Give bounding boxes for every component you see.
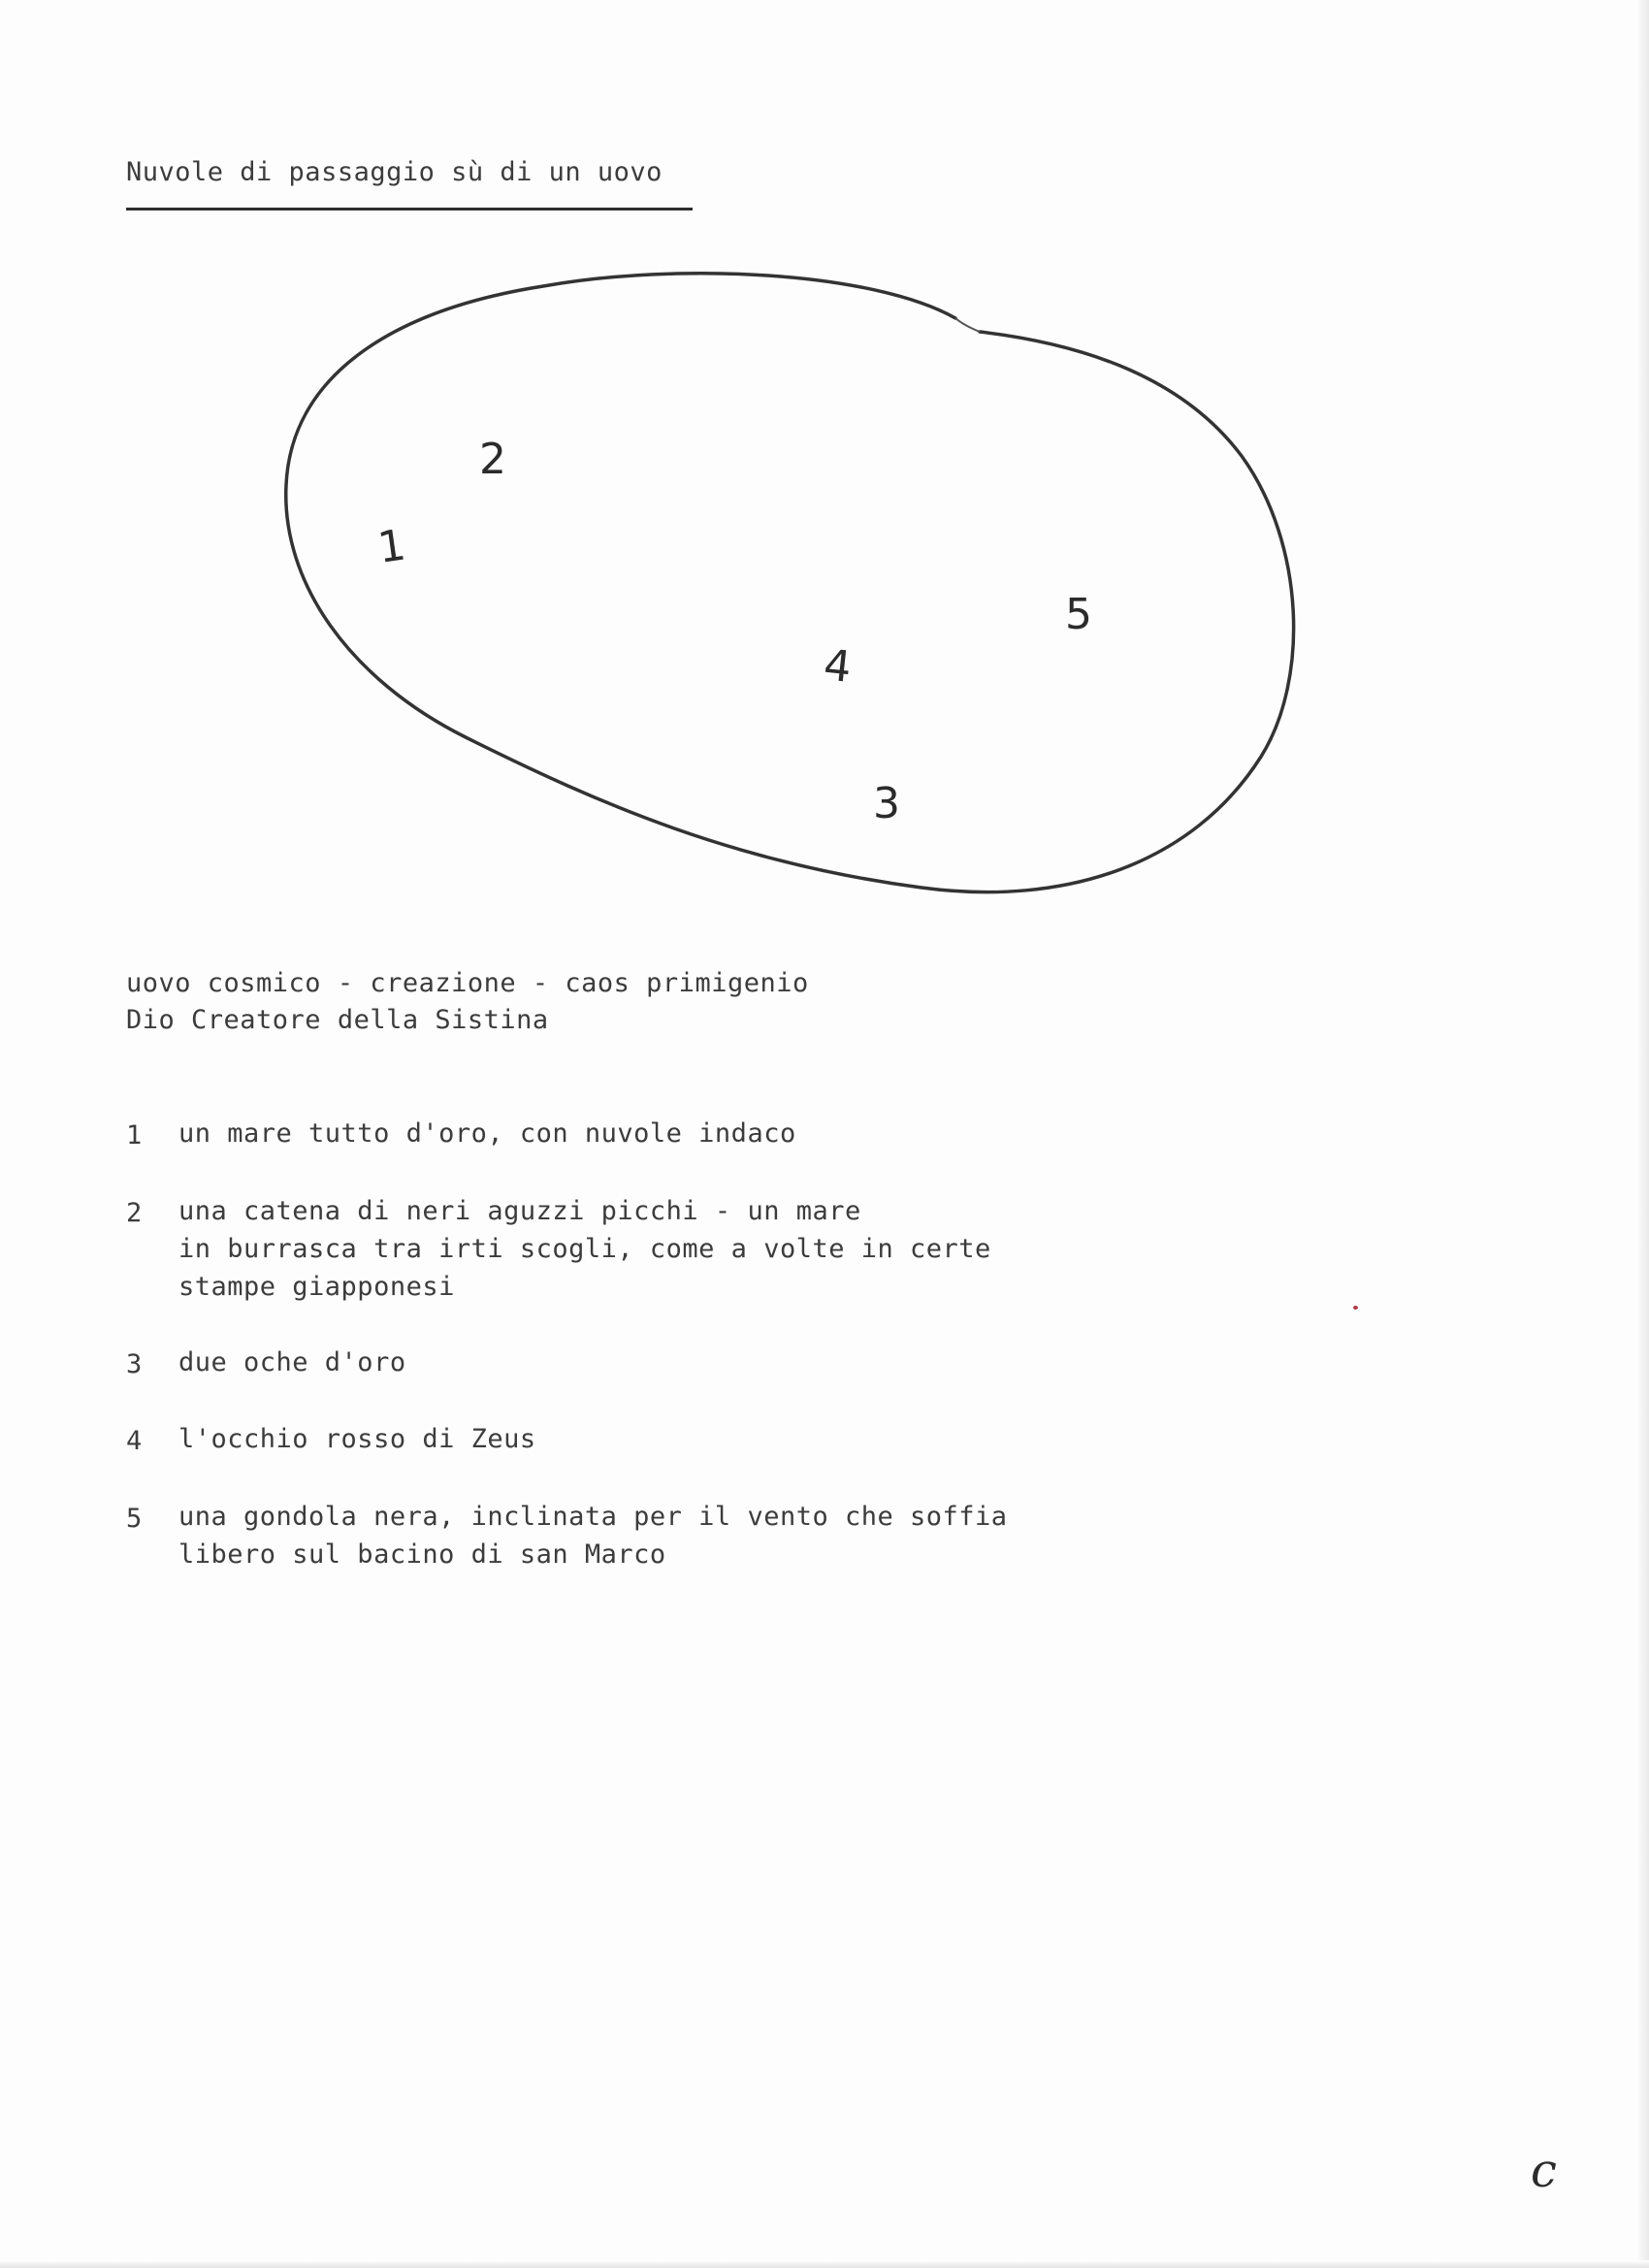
item-number: 3	[126, 1349, 143, 1379]
item-text: una catena di neri aguzzi picchi - un mare in burrasca tra irti scogli, come a volte in certe stampe giapponesi	[178, 1196, 991, 1302]
egg-outline	[286, 274, 1294, 892]
item-text: due oche d'oro	[178, 1347, 406, 1377]
item-text: un mare tutto d'oro, con nuvole indaco	[178, 1118, 796, 1149]
item-text: una gondola nera, inclinata per il vento che soffia libero sul bacino di san Marco	[178, 1502, 1008, 1570]
item-number: 5	[126, 1504, 143, 1534]
ink-speck	[1353, 1306, 1358, 1310]
item-text: l'occhio rosso di Zeus	[178, 1424, 536, 1454]
egg-outline-tail	[955, 318, 980, 332]
item-number: 2	[126, 1198, 143, 1228]
item-number: 1	[126, 1120, 143, 1150]
scan-edge-right	[1635, 0, 1649, 2268]
page-title: Nuvole di passaggio sù di un uovo	[126, 157, 663, 187]
intro-line-1: uovo cosmico - creazione - caos primigenio	[126, 968, 809, 998]
drawing-label-2: 2	[479, 435, 506, 484]
intro-line-2: Dio Creatore della Sistina	[126, 1005, 549, 1035]
corner-handwritten-mark: c	[1531, 2144, 1557, 2198]
item-number: 4	[126, 1426, 143, 1456]
drawing-label-1: 1	[374, 520, 409, 573]
drawing-label-5: 5	[1065, 590, 1092, 639]
drawing-label-3: 3	[873, 779, 900, 828]
scan-edge-bottom	[0, 2260, 1649, 2268]
drawing-label-4: 4	[821, 640, 855, 693]
